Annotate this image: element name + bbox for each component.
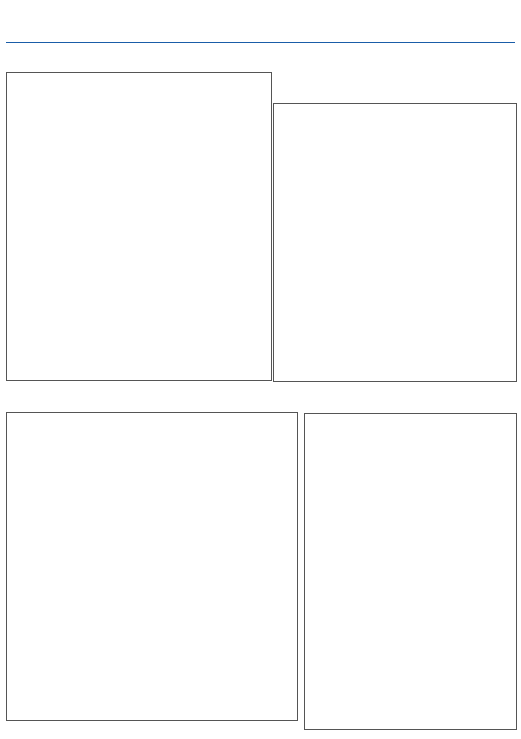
title-divider: [6, 42, 515, 43]
diagram-28-frame: [6, 72, 272, 381]
diagram-30-frame: [6, 412, 298, 721]
diagram-28-chart: [7, 73, 271, 380]
diagram-30-chart: [7, 413, 297, 720]
diagram-29-frame: [273, 103, 517, 382]
diagram-29-chart: [274, 104, 516, 381]
legend-table: [304, 413, 517, 730]
